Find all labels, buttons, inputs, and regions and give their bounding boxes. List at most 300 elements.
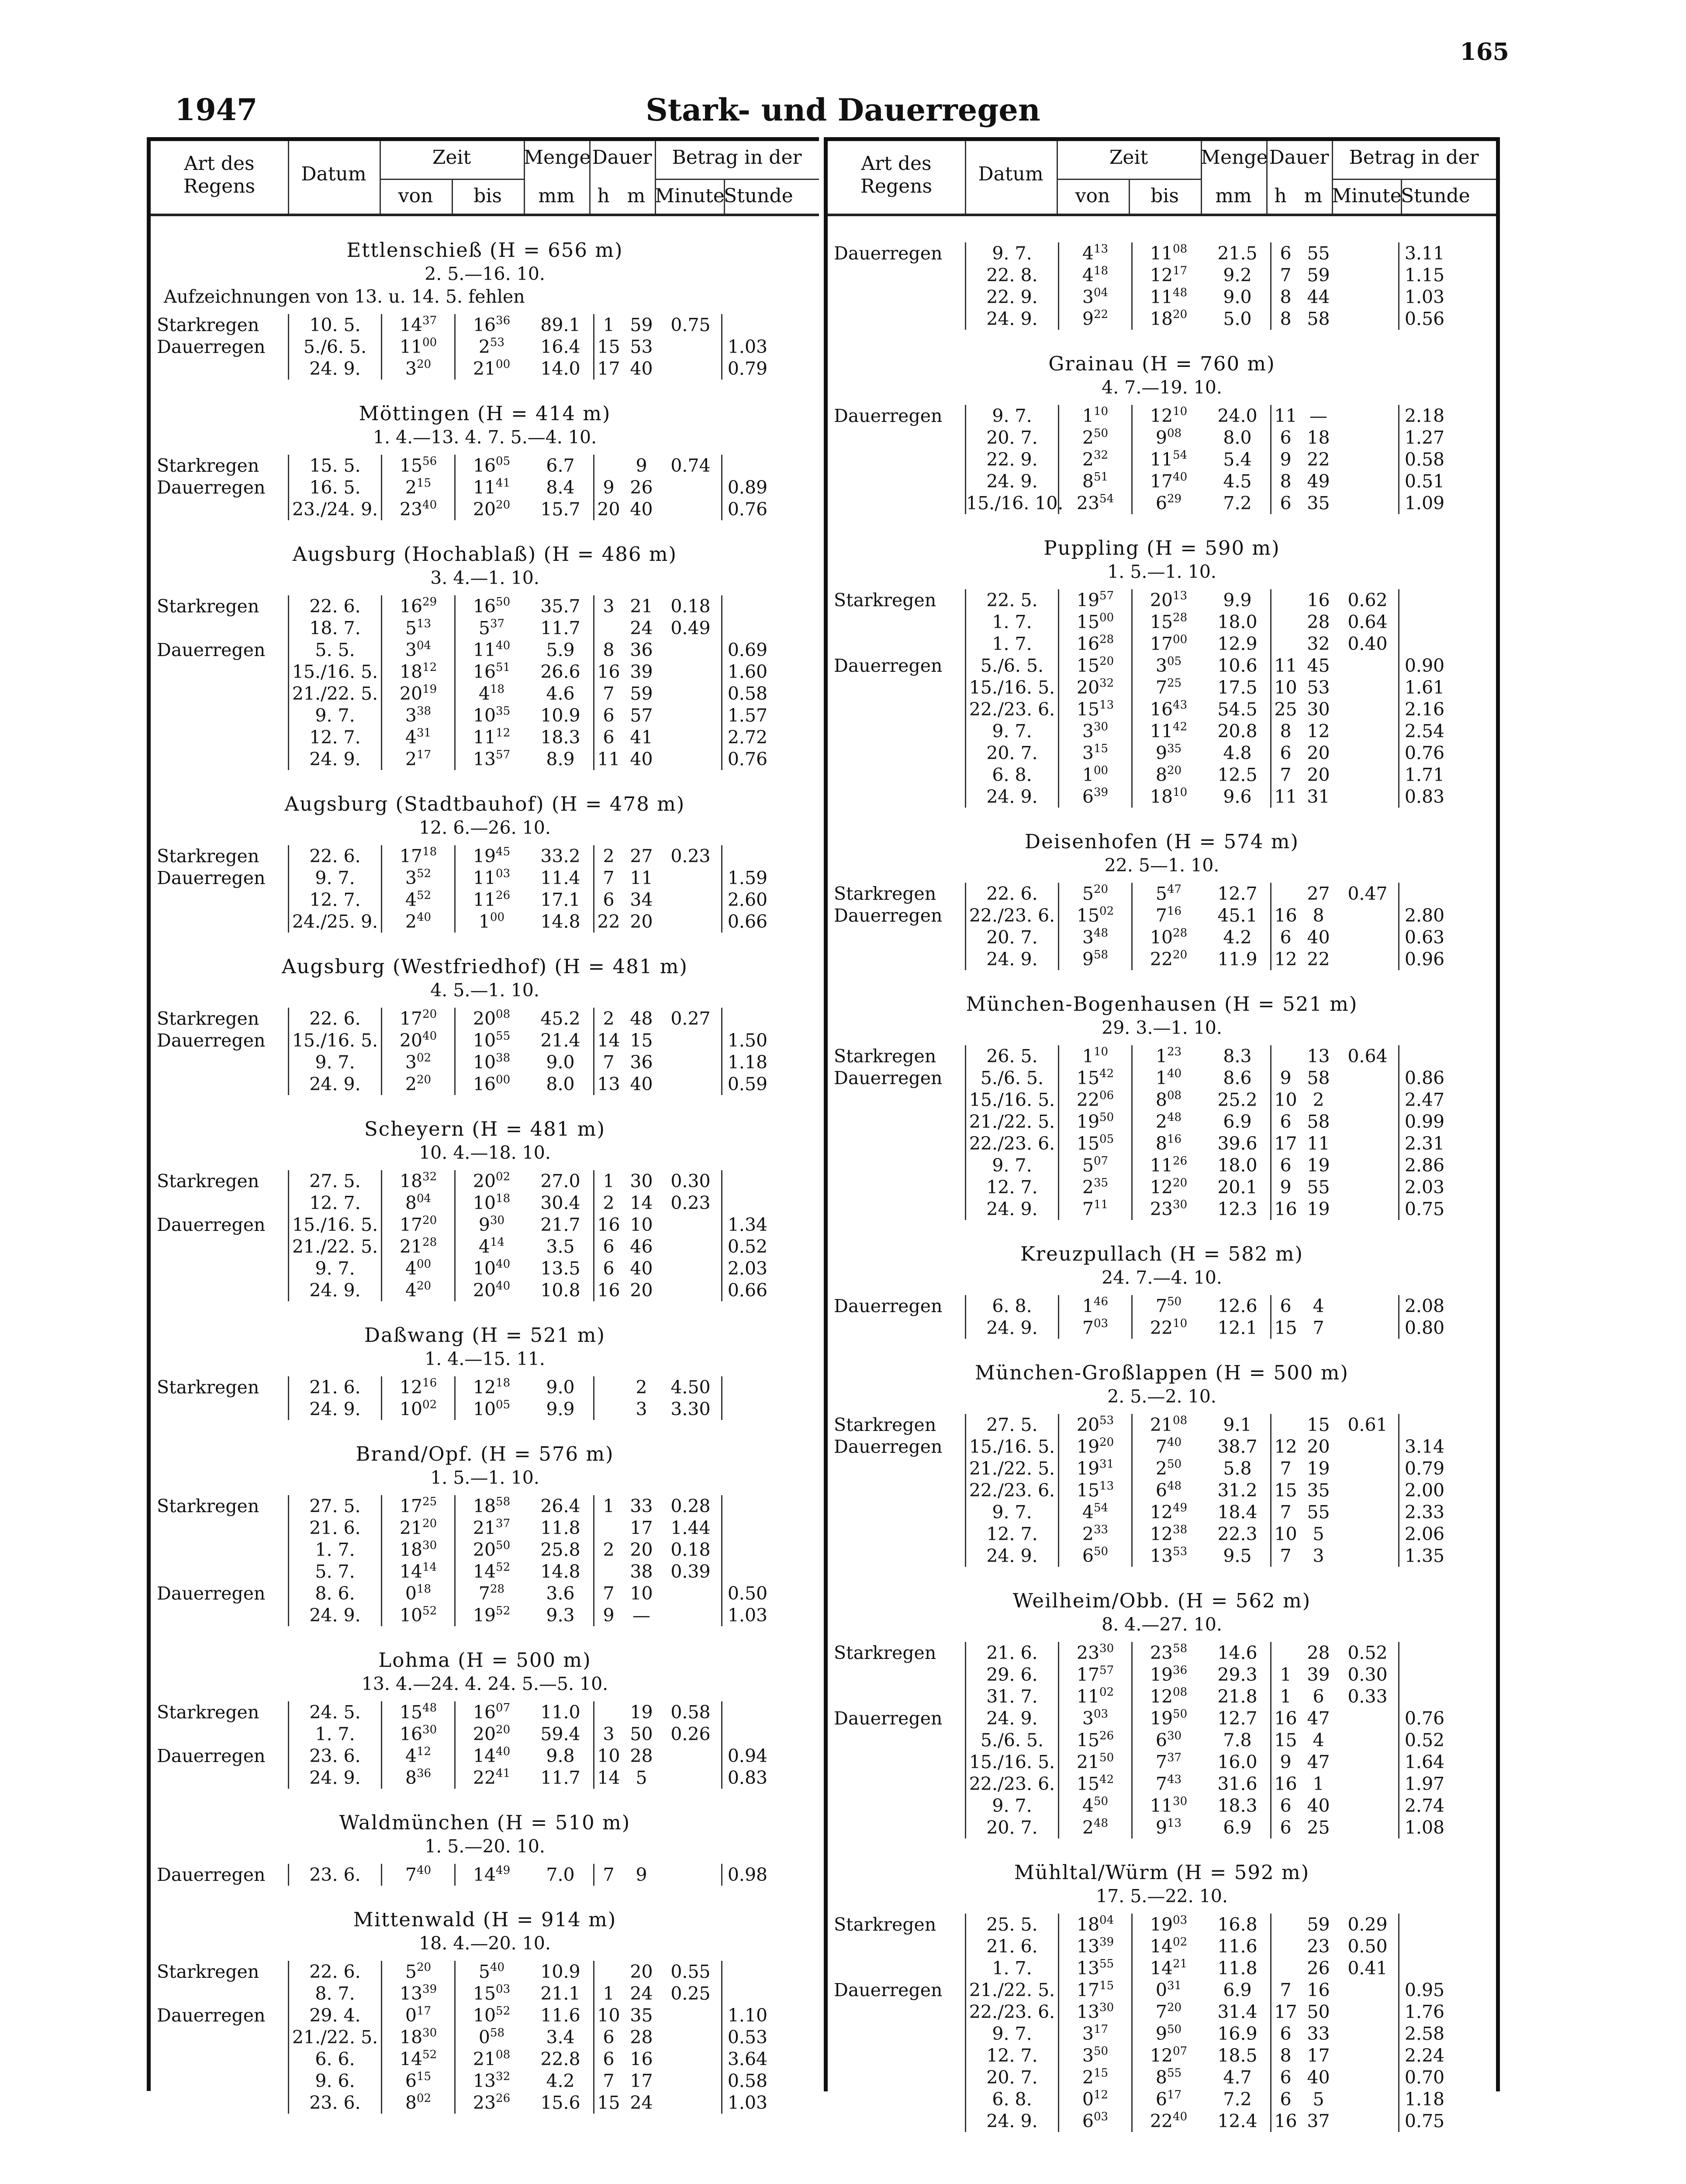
duration-m: 50 (630, 1724, 653, 1745)
rate-hour (721, 1495, 773, 1517)
amount-mm: 31.6 (1217, 1773, 1258, 1794)
date: 20. 7. (965, 427, 1058, 449)
time-from: $9^{58}$ (1058, 948, 1131, 970)
header-m: m (1304, 185, 1323, 207)
duration-m: 15 (1307, 1414, 1330, 1435)
rain-type (151, 2048, 288, 2070)
rain-type: Dauerregen (834, 1068, 943, 1089)
amount-mm: 11.4 (540, 867, 580, 888)
rate-minute: 0.49 (670, 618, 711, 639)
duration-m: 47 (1307, 1708, 1330, 1729)
amount-mm: 12.3 (1217, 1199, 1258, 1220)
table-row (151, 1583, 819, 1604)
time-from: $0^{12}$ (1058, 2088, 1131, 2110)
rate-hour: 1.50 (721, 1030, 773, 1051)
rain-type: Dauerregen (157, 1864, 266, 1885)
time-from: $3^{03}$ (1058, 1707, 1131, 1729)
amount-mm: 8.3 (1223, 1046, 1252, 1067)
time-from: $19^{57}$ (1058, 589, 1131, 611)
time-to: $12^{10}$ (1131, 405, 1205, 427)
station-block (828, 1242, 1496, 1339)
rain-type: Starkregen (834, 590, 936, 611)
amount-mm: 8.9 (546, 749, 575, 770)
date: 6. 8. (965, 2088, 1058, 2110)
station-name: Grainau (H = 760 m) (1048, 352, 1275, 375)
time-from: $12^{16}$ (381, 1376, 454, 1398)
duration-m: 11 (1307, 1133, 1330, 1154)
table-row (828, 1479, 1496, 1501)
date: 15./16. 5. (965, 1089, 1058, 1111)
station-rows (151, 1701, 819, 1789)
rain-type: Dauerregen (157, 336, 266, 357)
rate-minute (660, 867, 721, 889)
station-block (151, 1811, 819, 1886)
date: 24. 9. (288, 1767, 381, 1789)
rain-type (828, 2045, 965, 2067)
amount-mm: 10.8 (540, 1280, 580, 1301)
tables-frame (147, 137, 1507, 2132)
amount-mm: 45.1 (1217, 905, 1258, 926)
amount-mm: 26.4 (540, 1496, 580, 1517)
rain-type (828, 2088, 965, 2110)
duration-m: 13 (1307, 1046, 1330, 1067)
time-from: $16^{29}$ (381, 595, 454, 617)
time-to: $10^{55}$ (454, 1030, 528, 1051)
station-period: 17. 5.—22. 10. (1096, 1886, 1228, 1907)
table-row (828, 786, 1496, 808)
duration-m: 30 (1307, 699, 1330, 720)
station-block (151, 542, 819, 770)
date: 22. 6. (288, 595, 381, 617)
amount-mm: 18.4 (1217, 1502, 1258, 1523)
time-to: $8^{20}$ (1131, 764, 1205, 786)
rate-hour: 0.58 (721, 2070, 773, 2092)
rate-minute: 0.61 (1347, 1414, 1388, 1435)
rain-type: Starkregen (834, 1914, 936, 1935)
station-rows (828, 242, 1496, 330)
date: 24./25. 9. (288, 911, 381, 933)
rain-type (828, 449, 965, 470)
rate-minute: 0.30 (670, 1171, 711, 1192)
rain-type (828, 742, 965, 764)
table-row (828, 1773, 1496, 1795)
duration-h: 6 (593, 889, 623, 911)
station-period: 22. 5—1. 10. (1104, 855, 1220, 876)
rain-type (828, 427, 965, 449)
duration-h: 1 (1270, 1686, 1300, 1707)
rate-hour: 2.60 (721, 889, 773, 911)
rate-minute (1337, 742, 1398, 764)
duration-h: 11 (1270, 655, 1300, 677)
time-from: $18^{30}$ (381, 2026, 454, 2048)
duration-h (1270, 883, 1300, 905)
duration-h: 8 (1270, 286, 1300, 308)
station-period: 4. 5.—1. 10. (430, 980, 539, 1001)
date: 24. 9. (965, 1545, 1058, 1567)
time-from: $2^{20}$ (381, 1073, 454, 1095)
station-period: 12. 6.—26. 10. (419, 817, 551, 838)
table-row (151, 2026, 819, 2048)
time-from: $6^{15}$ (381, 2070, 454, 2092)
rate-hour: 0.79 (721, 358, 773, 380)
time-to: $10^{52}$ (454, 2004, 528, 2026)
rate-minute (1337, 242, 1398, 264)
station-rows (151, 314, 819, 380)
rate-minute (660, 1073, 721, 1095)
time-to: $8^{08}$ (1131, 1089, 1205, 1111)
time-to: $16^{50}$ (454, 595, 528, 617)
time-to: $18^{10}$ (1131, 786, 1205, 808)
date: 24. 9. (965, 470, 1058, 492)
rate-hour (721, 1398, 773, 1420)
table-row (828, 1436, 1496, 1458)
rate-minute: 0.27 (670, 1008, 711, 1029)
duration-m: 33 (1307, 2023, 1330, 2044)
duration-m: 24 (630, 618, 653, 639)
duration-m: 26 (630, 477, 653, 498)
table-row (828, 449, 1496, 470)
time-to: $12^{49}$ (1131, 1501, 1205, 1523)
amount-mm: 16.8 (1217, 1914, 1258, 1935)
amount-mm: 9.0 (546, 1377, 575, 1398)
rate-minute (660, 2026, 721, 2048)
time-to: $5^{37}$ (454, 617, 528, 639)
rate-minute (1337, 1707, 1398, 1729)
rate-hour: 2.08 (1398, 1295, 1450, 1317)
date: 24. 9. (288, 1398, 381, 1420)
duration-m: 17 (630, 2070, 653, 2091)
table-row (828, 1914, 1496, 1935)
station-rows (828, 883, 1496, 970)
time-to: $12^{18}$ (454, 1376, 528, 1398)
duration-h: 16 (1270, 905, 1300, 926)
rain-type: Starkregen (157, 1961, 259, 1982)
rate-hour: 2.58 (1398, 2023, 1450, 2045)
rate-minute (1337, 2045, 1398, 2067)
date: 21./22. 5. (965, 1111, 1058, 1133)
date: 24. 9. (288, 358, 381, 380)
rate-minute (660, 336, 721, 358)
table-row (828, 1414, 1496, 1436)
time-from: $3^{02}$ (381, 1051, 454, 1073)
station-block (828, 536, 1496, 808)
duration-m: 38 (630, 1561, 653, 1582)
duration-m: 1 (1313, 1773, 1324, 1794)
duration-m: 58 (1307, 1111, 1330, 1132)
amount-mm: 14.0 (540, 358, 580, 379)
duration-m: 21 (630, 596, 653, 617)
duration-h: 7 (593, 683, 623, 705)
rate-hour: 2.00 (1398, 1479, 1450, 1501)
rate-hour: 1.15 (1398, 264, 1450, 286)
rate-hour (1398, 1935, 1450, 1957)
rain-type: Starkregen (157, 596, 259, 617)
time-to: $10^{40}$ (454, 1258, 528, 1279)
rate-minute (660, 1864, 721, 1886)
rate-minute (1337, 1479, 1398, 1501)
time-to: $11^{08}$ (1131, 242, 1205, 264)
duration-m: 40 (630, 749, 653, 770)
duration-m: 2 (1313, 1089, 1324, 1110)
rain-type: Starkregen (157, 455, 259, 476)
date: 25. 5. (965, 1914, 1058, 1935)
time-to: $10^{38}$ (454, 1051, 528, 1073)
station-name: Puppling (H = 590 m) (1043, 536, 1280, 560)
rate-hour (1398, 1686, 1450, 1707)
duration-h (1270, 611, 1300, 633)
duration-m: 28 (1307, 612, 1330, 632)
rate-hour: 1.08 (1398, 1817, 1450, 1838)
time-from: $21^{50}$ (1058, 1751, 1131, 1773)
amount-mm: 12.5 (1217, 764, 1258, 785)
duration-m: 2 (636, 1377, 647, 1398)
station-name: Mittenwald (H = 914 m) (353, 1908, 617, 1931)
duration-m: 20 (630, 1539, 653, 1560)
duration-h: 7 (593, 1864, 623, 1886)
header-dauer: Dauer (592, 146, 652, 169)
date: 29. 6. (965, 1664, 1058, 1686)
date: 31. 7. (965, 1686, 1058, 1707)
date: 21./22. 5. (965, 1979, 1058, 2001)
station-block (151, 238, 819, 380)
duration-m: 20 (630, 1280, 653, 1301)
duration-m: 6 (1313, 1686, 1324, 1707)
date: 15./16. 10. (965, 492, 1058, 514)
duration-m: 3 (636, 1399, 647, 1420)
date: 15. 5. (288, 455, 381, 477)
time-from: $7^{40}$ (381, 1864, 454, 1886)
duration-h: 1 (593, 314, 623, 336)
date: 24. 9. (965, 948, 1058, 970)
rate-minute: 0.30 (1347, 1664, 1388, 1685)
table-row (151, 358, 819, 380)
amount-mm: 13.5 (540, 1258, 580, 1279)
rate-minute (1337, 1295, 1398, 1317)
duration-m: 39 (630, 661, 653, 682)
rain-type: Dauerregen (157, 639, 266, 660)
rate-minute (660, 726, 721, 748)
time-to: $6^{29}$ (1131, 492, 1205, 514)
amount-mm: 5.4 (1223, 449, 1252, 470)
duration-m: 22 (1307, 949, 1330, 970)
duration-h: 2 (593, 1539, 623, 1561)
rain-type (151, 2092, 288, 2114)
time-to: $20^{40}$ (454, 1279, 528, 1301)
date: 15./16. 5. (965, 677, 1058, 698)
rain-type (151, 1279, 288, 1301)
duration-h: 3 (593, 595, 623, 617)
duration-h: 15 (1270, 1479, 1300, 1501)
rate-minute (1337, 786, 1398, 808)
time-to: $15^{28}$ (1131, 611, 1205, 633)
table-row (151, 595, 819, 617)
time-from: $18^{30}$ (381, 1539, 454, 1561)
header-stunde: Stunde (1401, 185, 1470, 207)
rain-type (828, 926, 965, 948)
table-row (151, 683, 819, 705)
time-to: $12^{08}$ (1131, 1686, 1205, 1707)
rate-hour (1398, 1642, 1450, 1664)
table-row (828, 1089, 1496, 1111)
duration-h: 3 (593, 1723, 623, 1745)
table-row (151, 1961, 819, 1983)
table-row (151, 1604, 819, 1626)
table-row (151, 1258, 819, 1279)
amount-mm: 39.6 (1217, 1133, 1258, 1154)
time-to: $22^{41}$ (454, 1767, 528, 1789)
duration-h: 14 (593, 1030, 623, 1051)
time-to: $10^{05}$ (454, 1398, 528, 1420)
duration-h (1270, 1414, 1300, 1436)
date: 24. 9. (965, 1707, 1058, 1729)
duration-h (593, 1701, 623, 1723)
duration-m: 58 (1307, 1068, 1330, 1089)
rain-type: Dauerregen (157, 1030, 266, 1051)
table-row (151, 1073, 819, 1095)
amount-mm: 21.4 (540, 1030, 580, 1051)
header-mm: mm (1215, 185, 1252, 207)
time-from: $3^{48}$ (1058, 926, 1131, 948)
time-to: $7^{16}$ (1131, 905, 1205, 926)
rate-minute: 0.26 (670, 1724, 711, 1745)
duration-h: 16 (593, 661, 623, 683)
time-to: $21^{00}$ (454, 358, 528, 380)
station-rows (828, 1642, 1496, 1838)
duration-h: 15 (593, 2092, 623, 2114)
time-from: $13^{30}$ (1058, 2001, 1131, 2023)
duration-h: 15 (1270, 1729, 1300, 1751)
amount-mm: 7.0 (546, 1864, 575, 1885)
amount-mm: 9.0 (1223, 287, 1252, 308)
amount-mm: 27.0 (540, 1171, 580, 1192)
table-row (828, 720, 1496, 742)
rate-hour: 0.76 (721, 748, 773, 770)
header-minute: Minute (1332, 185, 1402, 207)
duration-m: 22 (1307, 449, 1330, 470)
table-row (828, 242, 1496, 264)
duration-h: 1 (1270, 1664, 1300, 1686)
amount-mm: 4.2 (1223, 927, 1252, 948)
date: 21. 6. (288, 1517, 381, 1539)
time-to: $10^{28}$ (1131, 926, 1205, 948)
rain-type: Dauerregen (157, 1583, 266, 1604)
amount-mm: 18.5 (1217, 2045, 1258, 2066)
rain-type (828, 786, 965, 808)
table-row (151, 1517, 819, 1539)
rate-hour (1398, 1914, 1450, 1935)
time-from: $15^{42}$ (1058, 1067, 1131, 1089)
rate-hour: 0.50 (721, 1583, 773, 1604)
amount-mm: 29.3 (1217, 1664, 1258, 1685)
rate-hour: 0.79 (1398, 1458, 1450, 1479)
date: 20. 7. (965, 742, 1058, 764)
amount-mm: 11.7 (540, 618, 580, 639)
time-to: $20^{13}$ (1131, 589, 1205, 611)
amount-mm: 8.0 (1223, 427, 1252, 448)
rate-hour: 1.27 (1398, 427, 1450, 449)
station-name: Deisenhofen (H = 574 m) (1025, 830, 1299, 853)
duration-h: 7 (593, 867, 623, 889)
amount-mm: 10.6 (1217, 655, 1258, 676)
date: 6. 8. (965, 764, 1058, 786)
rain-type (151, 1258, 288, 1279)
date: 1. 7. (288, 1723, 381, 1745)
time-from: $4^{12}$ (381, 1745, 454, 1767)
duration-m: 20 (630, 1961, 653, 1982)
amount-mm: 89.1 (540, 314, 580, 335)
station-rows (151, 1495, 819, 1626)
rate-minute (1337, 905, 1398, 926)
time-to: $16^{51}$ (454, 661, 528, 683)
header-betrag: Betrag in der (1349, 146, 1479, 169)
time-to: $22^{20}$ (1131, 948, 1205, 970)
rate-minute: 3.30 (670, 1399, 711, 1420)
time-from: $14^{37}$ (381, 314, 454, 336)
rate-hour: 2.54 (1398, 720, 1450, 742)
time-from: $13^{39}$ (381, 1983, 454, 2004)
duration-h: 10 (593, 1745, 623, 1767)
duration-h (1270, 589, 1300, 611)
rain-type (828, 1317, 965, 1339)
amount-mm: 20.1 (1217, 1177, 1258, 1198)
rate-minute (660, 748, 721, 770)
table-row (828, 677, 1496, 698)
rate-minute: 0.50 (1347, 1936, 1388, 1957)
station-block (151, 792, 819, 933)
date: 23./24. 9. (288, 498, 381, 520)
table-row (828, 308, 1496, 330)
rain-type (828, 2110, 965, 2132)
amount-mm: 15.7 (540, 499, 580, 520)
amount-mm: 12.9 (1217, 633, 1258, 654)
duration-h: 20 (593, 498, 623, 520)
duration-m: 41 (630, 727, 653, 748)
table-row (151, 498, 819, 520)
station-period: 2. 5.—2. 10. (1107, 1386, 1216, 1407)
rate-hour: 1.57 (721, 705, 773, 726)
rate-hour: 3.11 (1398, 242, 1450, 264)
duration-m: 40 (630, 1258, 653, 1279)
rate-hour: 0.90 (1398, 655, 1450, 677)
table-row (151, 1983, 819, 2004)
time-from: $23^{54}$ (1058, 492, 1131, 514)
rate-minute (1337, 449, 1398, 470)
station-rows (828, 589, 1496, 808)
rain-type: Dauerregen (157, 1214, 266, 1235)
table-row (828, 764, 1496, 786)
duration-m: 59 (630, 683, 653, 704)
time-from: $5^{13}$ (381, 617, 454, 639)
rain-type: Dauerregen (157, 477, 266, 498)
duration-m: 40 (1307, 927, 1330, 948)
time-from: $1^{46}$ (1058, 1295, 1131, 1317)
time-from: $7^{11}$ (1058, 1198, 1131, 1220)
station-name: Brand/Opf. (H = 576 m) (356, 1442, 614, 1465)
table-row (828, 1957, 1496, 1979)
time-to: $9^{50}$ (1131, 2023, 1205, 2045)
date: 20. 7. (965, 926, 1058, 948)
station-period: 18. 4.—20. 10. (419, 1933, 551, 1954)
date: 12. 7. (288, 889, 381, 911)
table-row (151, 867, 819, 889)
amount-mm: 16.4 (540, 336, 580, 357)
time-from: $14^{52}$ (381, 2048, 454, 2070)
rate-hour (1398, 611, 1450, 633)
duration-m: 4 (1313, 1730, 1324, 1751)
rate-minute (1337, 655, 1398, 677)
rain-type (828, 492, 965, 514)
date: 23. 6. (288, 2092, 381, 2114)
